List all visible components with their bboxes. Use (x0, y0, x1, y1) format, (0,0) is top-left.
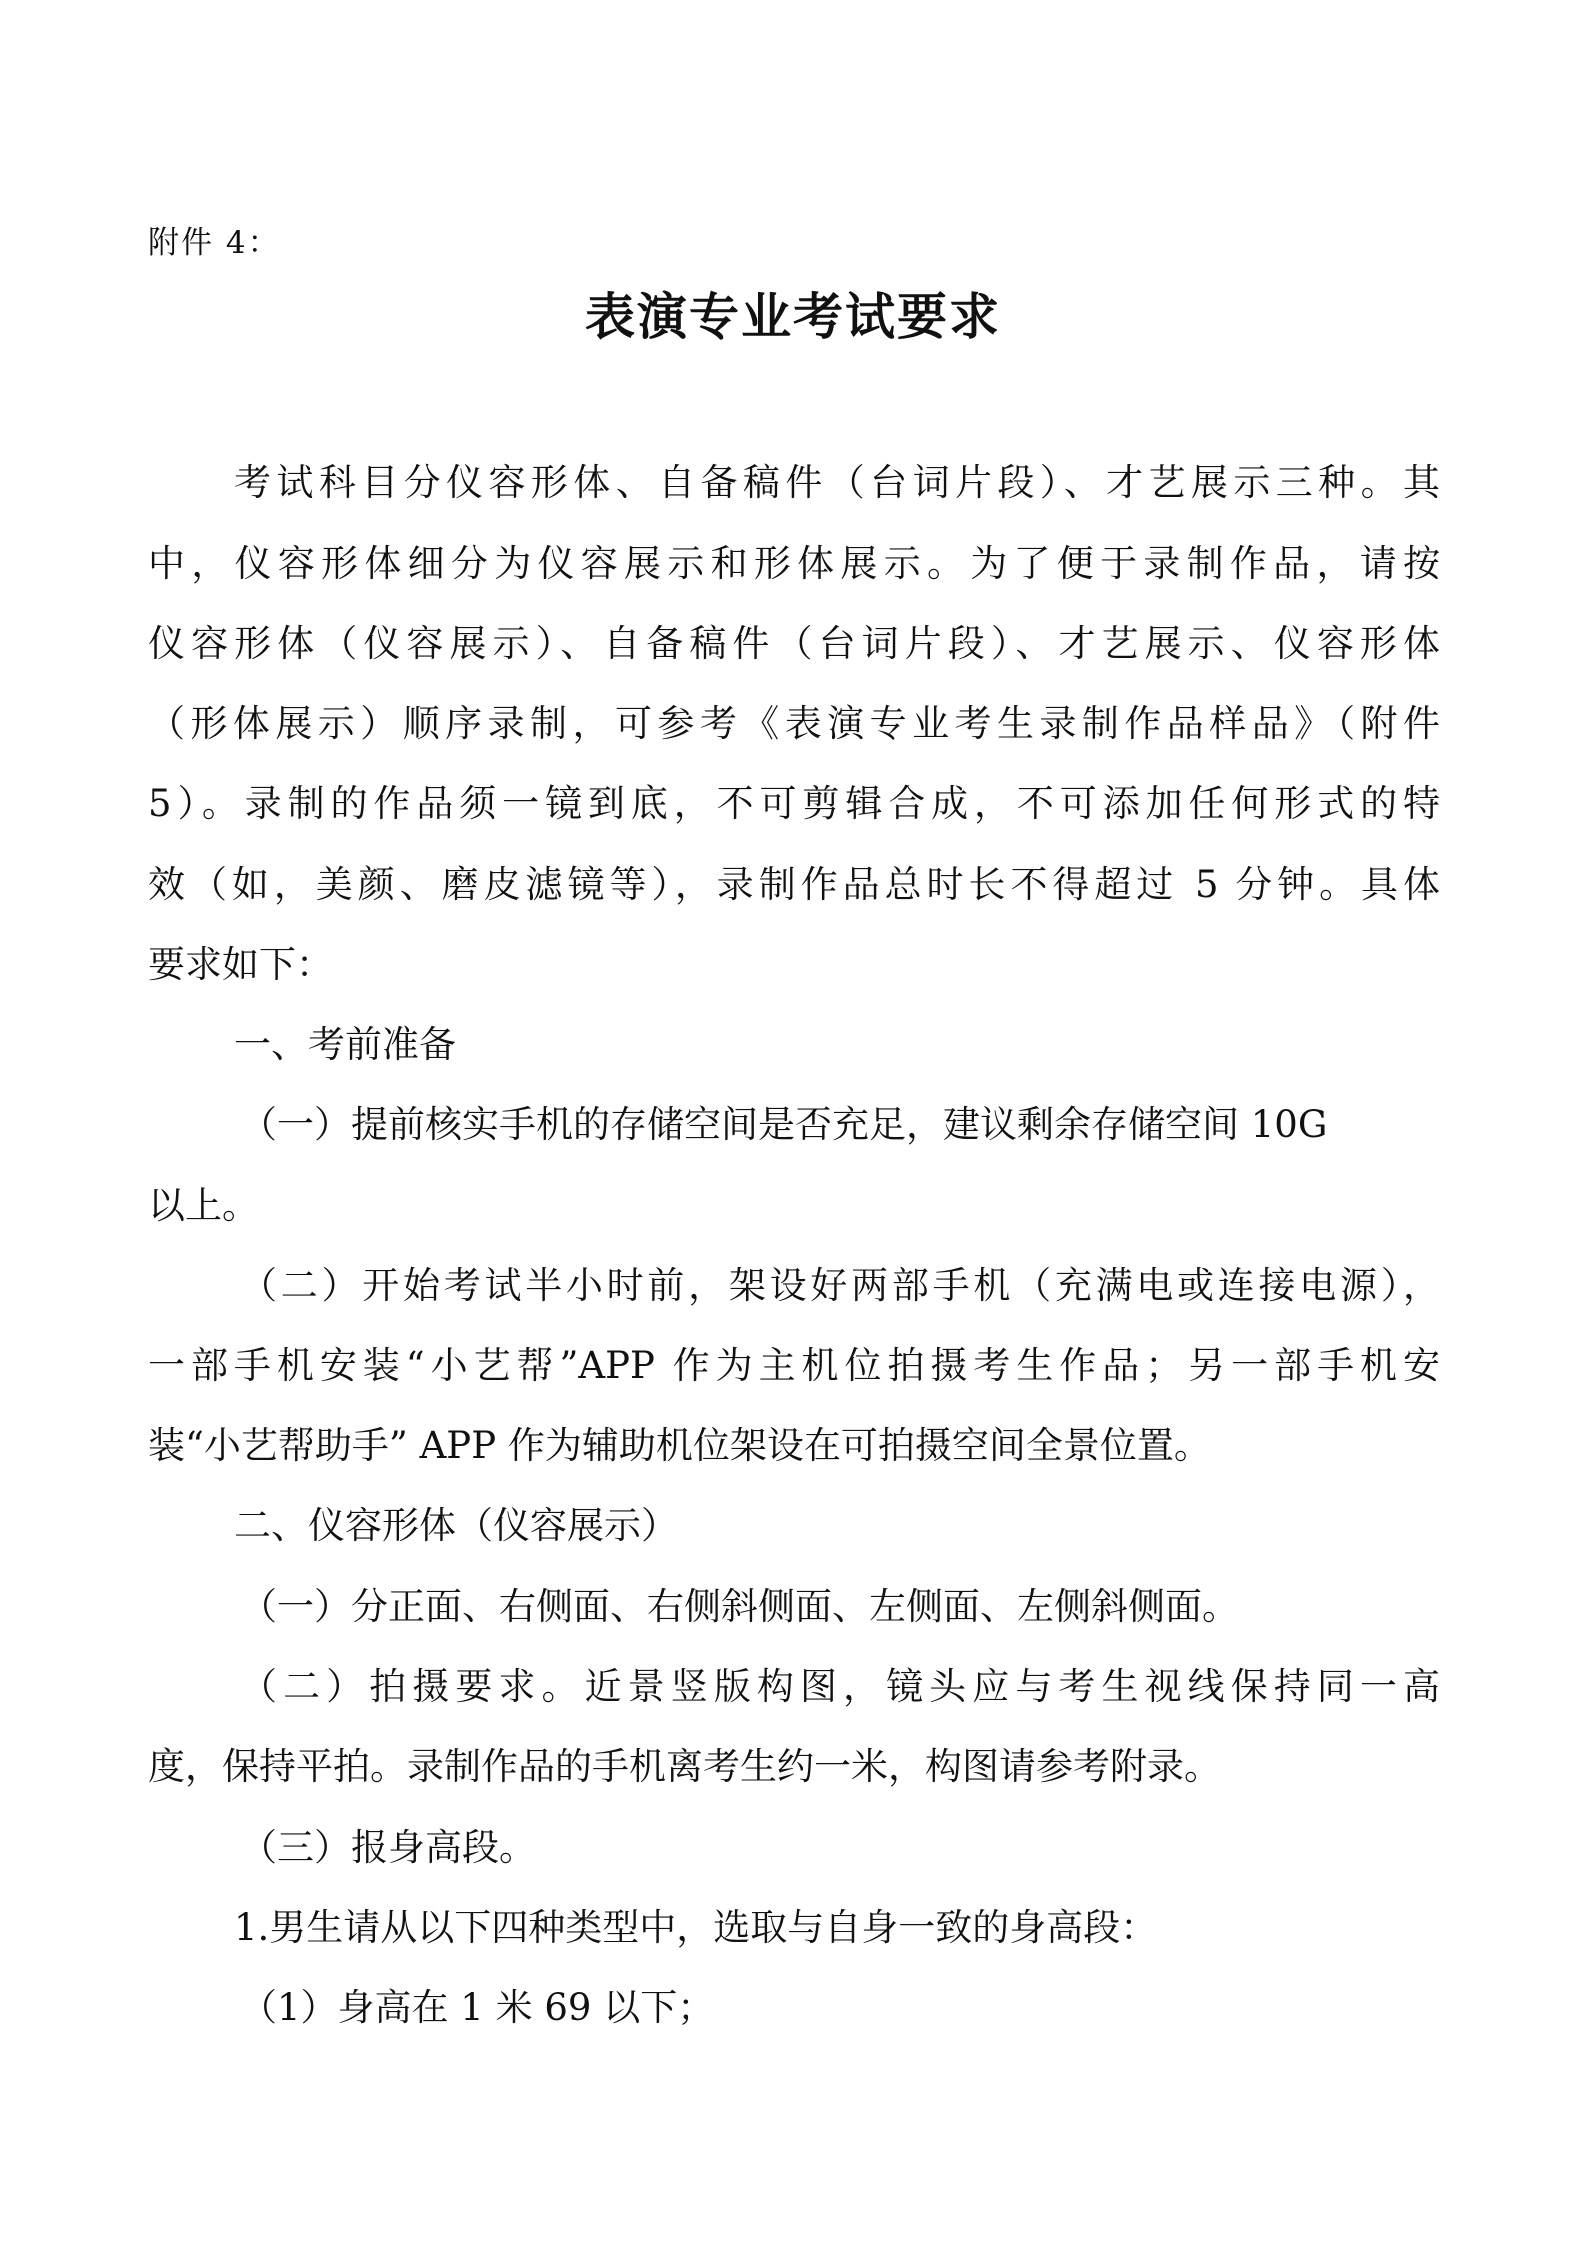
paragraph-line: （一）分正面、右侧面、右侧斜侧面、左侧面、左侧斜侧面。 (240, 1585, 1239, 1628)
paragraph-line: （三）报身高段。 (240, 1826, 536, 1869)
paragraph-line: （形体展示）顺序录制，可参考《表演专业考生录制作品样品》（附件 (148, 702, 1440, 745)
paragraph-line: 5）。录制的作品须一镜到底，不可剪辑合成，不可添加任何形式的特 (148, 782, 1440, 825)
paragraph-line: 1.男生请从以下四种类型中，选取与自身一致的身高段： (234, 1906, 1158, 1949)
section-heading: 二、仪容形体（仪容展示） (234, 1504, 678, 1547)
paragraph-line: （二）拍摄要求。近景竖版构图，镜头应与考生视线保持同一高 (240, 1665, 1440, 1708)
paragraph-line: 要求如下： (148, 943, 333, 986)
paragraph-line: 以上。 (148, 1184, 259, 1227)
paragraph-line: 仪容形体（仪容展示）、自备稿件（台词片段）、才艺展示、仪容形体 (148, 622, 1440, 665)
paragraph-line: 一部手机安装“小艺帮”APP 作为主机位拍摄考生作品；另一部手机安 (148, 1344, 1440, 1387)
page-title: 表演专业考试要求 (585, 288, 1001, 346)
paragraph-line: （二）开始考试半小时前，架设好两部手机（充满电或连接电源）， (240, 1264, 1440, 1307)
paragraph-line: 中，仪容形体细分为仪容展示和形体展示。为了便于录制作品，请按 (148, 542, 1440, 585)
paragraph-line: （1）身高在 1 米 69 以下； (240, 1986, 715, 2029)
paragraph-line: 度，保持平拍。录制作品的手机离考生约一米，构图请参考附录。 (148, 1745, 1221, 1788)
section-heading: 一、考前准备 (234, 1023, 456, 1066)
paragraph-line: 考试科目分仪容形体、自备稿件（台词片段）、才艺展示三种。其 (234, 461, 1440, 504)
paragraph-line: 装“小艺帮助手” APP 作为辅助机位架设在可拍摄空间全景位置。 (148, 1424, 1211, 1467)
attachment-label: 附件 4： (148, 225, 281, 261)
paragraph-line: 效（如，美颜、磨皮滤镜等），录制作品总时长不得超过 5 分钟。具体 (148, 863, 1440, 906)
paragraph-line: （一）提前核实手机的存储空间是否充足，建议剩余存储空间 10G (240, 1103, 1328, 1146)
